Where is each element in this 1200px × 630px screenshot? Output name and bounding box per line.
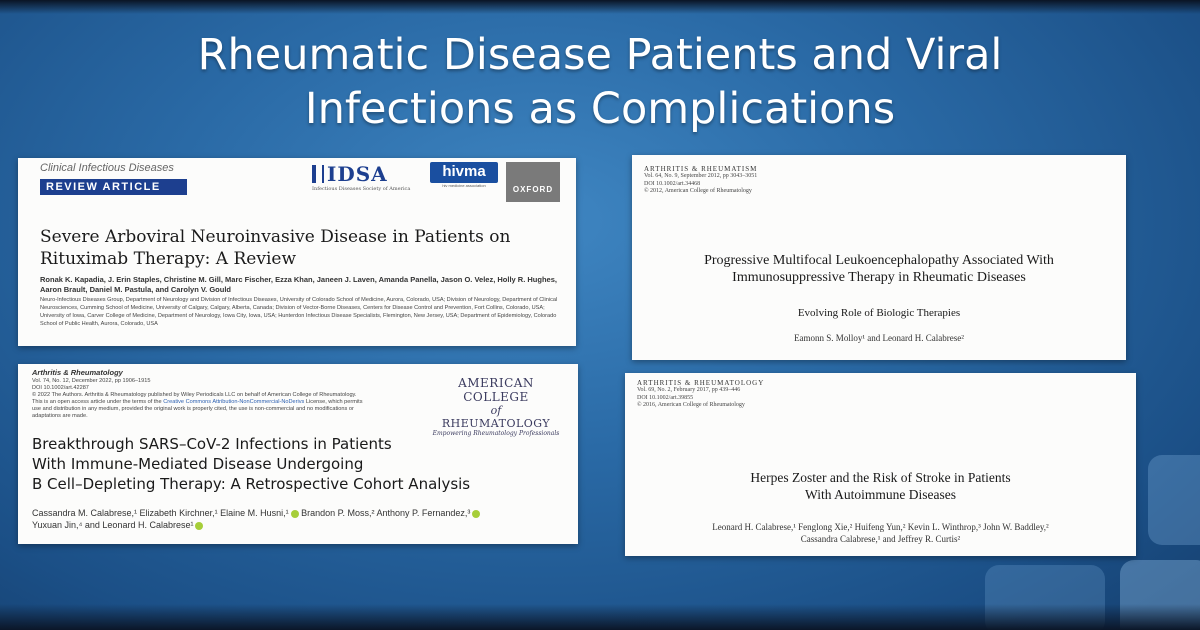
slide-title-line: Infections as Complications bbox=[304, 84, 896, 134]
article-title-line: Severe Arboviral Neuroinvasive Disease in Patients on bbox=[40, 227, 511, 247]
acr-logo bbox=[426, 376, 566, 437]
idsa-emblem-icon bbox=[312, 165, 324, 183]
article-title bbox=[32, 434, 577, 494]
article-authors bbox=[32, 507, 577, 531]
article-card-pml bbox=[632, 155, 1126, 360]
authors-line: Cassandra Calabrese,¹ and Jeffrey R. Curtis² bbox=[800, 534, 961, 544]
slide-title bbox=[80, 28, 1120, 136]
acr-logo-line: of bbox=[490, 404, 502, 417]
article-title-line: B Cell–Depleting Therapy: A Retrospective Cohort Analysis bbox=[32, 475, 471, 493]
hivma-logo-text: hivma bbox=[430, 162, 498, 183]
meta-line: © 2022 The Authors. Arthritis & Rheumatology published by Wiley Periodicals LLC on behalf of American College of Rheumatology. bbox=[32, 392, 357, 398]
article-type-badge: REVIEW ARTICLE bbox=[40, 179, 187, 195]
article-card-herpes-zoster bbox=[625, 373, 1136, 556]
orcid-icon bbox=[291, 510, 299, 518]
publisher-logos bbox=[312, 162, 560, 202]
article-title-line: Herpes Zoster and the Risk of Stroke in Patients bbox=[750, 470, 1011, 485]
license-text bbox=[32, 399, 372, 420]
orcid-icon bbox=[195, 522, 203, 530]
license-link[interactable]: Creative Commons Attribution-NonCommercial-NoDerivs bbox=[163, 399, 305, 405]
screen-bottom-shadow bbox=[0, 604, 1200, 630]
article-title-line: Breakthrough SARS–CoV-2 Infections in Patients bbox=[32, 435, 392, 453]
article-title bbox=[642, 252, 1116, 286]
meta-line: Vol. 69, No. 2, February 2017, pp 439–446 bbox=[637, 387, 741, 393]
orcid-icon bbox=[472, 510, 480, 518]
article-title-line: With Immune-Mediated Disease Undergoing bbox=[32, 455, 364, 473]
journal-name: Arthritis & Rheumatology bbox=[32, 368, 123, 377]
meta-line: © 2012, American College of Rheumatology bbox=[644, 188, 752, 194]
article-title-line: Immunosuppressive Therapy in Rheumatic Diseases bbox=[732, 270, 1026, 285]
article-title bbox=[635, 469, 1126, 503]
journal-name: ARTHRITIS & RHEUMATISM bbox=[644, 165, 758, 173]
meta-line: Vol. 64, No. 9, September 2012, pp 3043–3051 bbox=[644, 173, 758, 179]
authors-line bbox=[32, 519, 577, 531]
meta-line: DOI 10.1002/art.39855 bbox=[637, 394, 694, 401]
idsa-logo-subtitle: Infectious Diseases Society of America bbox=[312, 186, 411, 192]
hivma-logo-subtitle: hiv medicine association bbox=[442, 183, 486, 188]
authors-line: Leonard H. Calabrese,¹ Fenglong Xie,² Huifeng Yun,² Kevin L. Winthrop,³ John W. Baddley,² bbox=[712, 522, 1049, 532]
article-subtitle: Evolving Role of Biologic Therapies bbox=[797, 307, 961, 319]
article-title bbox=[40, 226, 560, 270]
article-card-arboviral bbox=[18, 158, 576, 346]
article-title-line: Rituximab Therapy: A Review bbox=[40, 249, 297, 269]
article-affiliations: Neuro-Infectious Diseases Group, Department of Neurology and Division of Infectious Diseases, University of Colorado School of Medicine, Aurora, Colorado, USA; Division of Neurology, Department of Clinical Neurosciences, Cumming School of Medicine, University of Calgary, Calgary, Alberta, Canada; Division of Vector-Borne Diseases, Centers for Disease Control and Prevention, Fort Collins, Colorado, USA; University of Iowa, Carver College of Medicine, Department of Neurology, Iowa City, Iowa, USA; Hunterdon Infectious Disease Specialists, Flemington, New Jersey, USA; Department of Epidemiology, Colorado School of Public Health, Aurora, Colorado, USA bbox=[40, 297, 558, 327]
article-authors: Eamonn S. Molloy¹ and Leonard H. Calabrese² bbox=[794, 333, 964, 343]
acr-logo-line: RHEUMATOLOGY bbox=[441, 417, 551, 430]
article-header bbox=[644, 165, 894, 196]
article-title-line: Progressive Multifocal Leukoencephalopathy Associated With bbox=[704, 253, 1054, 268]
authors-text: Brandon P. Moss,² Anthony P. Fernandez,³ bbox=[298, 508, 471, 518]
article-authors: Ronak K. Kapadia, J. Erin Staples, Christine M. Gill, Marc Fischer, Ezza Khan, Janeen J. Laven, Amanda Panella, Jason O. Velez, Holly R. Hughes, Aaron Brault, Daniel M. Pastula, and Carolyn V. Gould bbox=[40, 275, 557, 294]
authors-line bbox=[32, 507, 577, 519]
idsa-logo-text: IDSA bbox=[327, 162, 388, 186]
authors-text: Cassandra M. Calabrese,¹ Elizabeth Kirchner,¹ Elaine M. Husni,¹ bbox=[32, 508, 289, 518]
journal-name: ARTHRITIS & RHEUMATOLOGY bbox=[637, 379, 765, 387]
meta-line: DOI 10.1002/art.42287 bbox=[32, 385, 89, 391]
idsa-logo bbox=[312, 162, 422, 192]
meta-line: © 2016, American College of Rheumatology bbox=[637, 402, 745, 408]
meta-line: Vol. 74, No. 12, December 2022, pp 1906–1915 bbox=[32, 378, 151, 384]
license-text-pre: This is an open access article under the terms of the bbox=[32, 399, 164, 405]
acr-logo-line: AMERICAN COLLEGE bbox=[458, 376, 534, 404]
slide-title-line: Rheumatic Disease Patients and Viral bbox=[197, 30, 1003, 80]
screen-top-shadow bbox=[0, 0, 1200, 14]
article-authors bbox=[635, 521, 1126, 545]
hivma-logo bbox=[430, 162, 498, 188]
oxford-logo: OXFORD bbox=[506, 162, 560, 202]
acr-logo-tagline: Empowering Rheumatology Professionals bbox=[432, 430, 560, 437]
license-text-post: License, which permits use and distribution in any medium, provided the original work is properly cited, the use is non-commercial and no modifications or adaptations are made. bbox=[32, 399, 363, 419]
article-card-sars-cov-2 bbox=[18, 364, 578, 544]
article-title-line: With Autoimmune Diseases bbox=[805, 487, 956, 502]
article-metadata bbox=[32, 378, 372, 420]
decorative-shape bbox=[1148, 455, 1200, 545]
meta-line: DOI 10.1002/art.34468 bbox=[644, 180, 701, 187]
authors-text: Yuxuan Jin,⁴ and Leonard H. Calabrese¹ bbox=[32, 520, 194, 530]
article-header bbox=[637, 379, 887, 410]
journal-name: Clinical Infectious Diseases bbox=[40, 162, 174, 174]
